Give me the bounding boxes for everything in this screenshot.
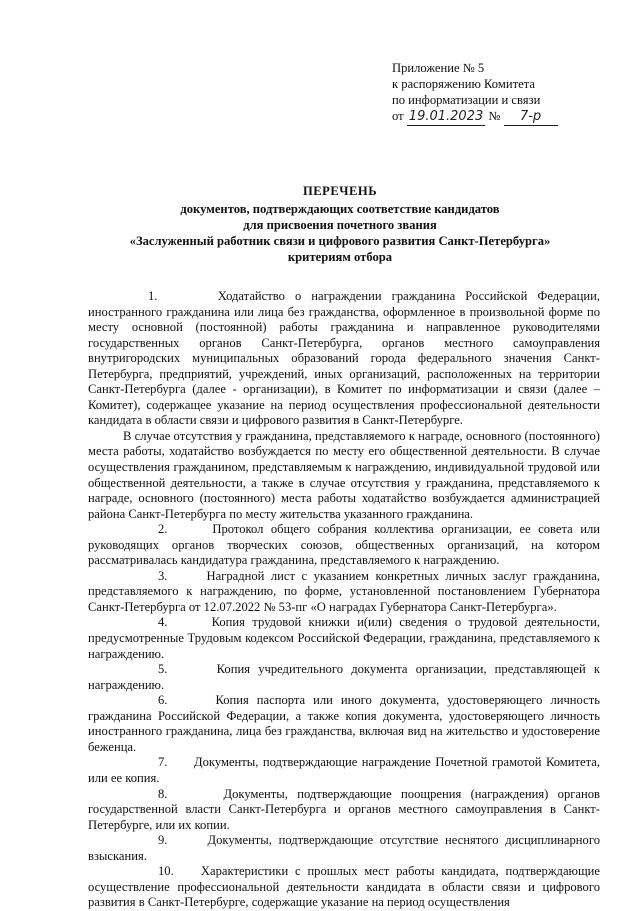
list-item	[88, 289, 600, 429]
item-text: Характеристики с прошлых мест работы кандидата, подтверждающие осуществление профессиональной деятельности кандидата в области связи и цифрового развития в Санкт-Петербурге, содержащие указание на период осуществления	[88, 864, 600, 910]
item-text: Наградной лист с указанием конкретных личных заслуг гражданина, представляемого к награждению, по форме, установленной постановлением Губернатора Санкт-Петербурга от 12.07.2022 № 53-пг «О наградах Губернатора Санкт-Петербурга».	[88, 568, 601, 614]
item-text: Копия паспорта или иного документа, удостоверяющего личность гражданина Российской Федерации, а также копия документа, удостоверяющего личность иностранного гражданина, лица без гражданства, включая вид на жительство и удостоверение беженца.	[88, 693, 600, 754]
title-line-1: документов, подтверждающих соответствие кандидатов	[180, 202, 500, 216]
document-title	[80, 183, 600, 265]
item-text: Копия трудовой книжки и(или) сведения о трудовой деятельности, предусмотренные Трудовым кодексом Российской Федерации, гражданина, представляемого к награждению.	[88, 615, 600, 661]
list-item	[88, 662, 600, 693]
item-text: Протокол общего собрания коллектива организации, ее совета или руководящих органов творческих союзов, общественных организаций, на котором рассматривалась кандидатура гражданина, представляемого к награждению.	[88, 522, 600, 568]
appendix-order-line: к распоряжению Комитета	[392, 77, 535, 91]
item-number: 9.	[158, 833, 168, 848]
item-number: 8.	[158, 786, 168, 801]
item-text: Ходатайство о награждении гражданина Российской Федерации, иностранного гражданина или лица без гражданства, оформленное в произвольной форме по месту основной (постоянной) работы гражданина и направленное руководителями государственных органов Санкт-Петербурга, органов местного самоуправления внутригородских муниципальных образований города федерального значения Санкт-Петербурга, предприятий, учреждений, иных организаций, расположенных на территории Санкт-Петербурга (далее - организации), в Комитет по информатизации и связи (далее – Комитет), содержащее указание на период осуществления профессиональной деятельности кандидата в области связи и цифрового развития в Санкт-Петербурге.	[88, 289, 601, 428]
title-line-2: для присвоения почетного звания	[243, 218, 437, 232]
appendix-title: Приложение № 5	[392, 61, 485, 75]
item-text: В случае отсутствия у гражданина, представляемого к награде, основного (постоянного) места работы, ходатайство возбуждается по месту его общественной деятельности. В случае осуществления гражданином, представляемым к награждению, индивидуальной трудовой или общественной деятельности, а также в случае отсутствия у гражданина, представляемого к награде, основного (постоянного) места работы ходатайство возбуждается администрацией района Санкт-Петербурга по месту жительства указанного гражданина.	[88, 428, 600, 521]
list-item	[88, 569, 600, 616]
appendix-header	[392, 60, 558, 126]
list-item	[88, 833, 600, 864]
appendix-committee-line: по информатизации и связи	[392, 93, 541, 107]
item-text: Копия учредительного документа организации, представляющей к награждению.	[88, 662, 600, 692]
title-line-3: «Заслуженный работник связи и цифрового развития Санкт-Петербурга»	[129, 234, 551, 248]
item-text: Документы, подтверждающие отсутствие неснятого дисциплинарного взыскания.	[88, 833, 600, 863]
list-item	[88, 429, 600, 522]
title-main: ПЕРЕЧЕНЬ	[302, 184, 378, 198]
list-item	[88, 615, 600, 662]
title-line-4: критериям отбора	[287, 250, 393, 264]
list-item	[88, 787, 600, 834]
item-number: 3.	[158, 568, 168, 583]
item-number: 1.	[148, 289, 158, 303]
item-number: 5.	[158, 662, 168, 677]
item-number: 6.	[158, 693, 168, 708]
list-item	[88, 522, 600, 569]
item-number: 4.	[158, 615, 168, 630]
appendix-date-number-line	[392, 108, 558, 126]
list-item	[88, 693, 600, 755]
document-body	[88, 289, 600, 911]
item-text: Документы, подтверждающие награждение Почетной грамотой Комитета, или ее копия.	[88, 755, 600, 785]
item-number: 2.	[158, 522, 168, 537]
item-text: Документы, подтверждающие поощрения (награждения) органов государственной власти Санкт-Петербурга и органов местного самоуправления в Санкт-Петербурге, или их копии.	[88, 786, 600, 832]
list-item	[88, 755, 600, 786]
number-label: №	[488, 109, 501, 123]
from-label: от	[392, 109, 404, 123]
list-item	[88, 864, 600, 911]
item-number: 7.	[158, 755, 168, 770]
handwritten-date: 19.01.2023	[408, 109, 484, 124]
item-number: 10.	[158, 864, 174, 879]
handwritten-number: 7-р	[504, 109, 558, 126]
